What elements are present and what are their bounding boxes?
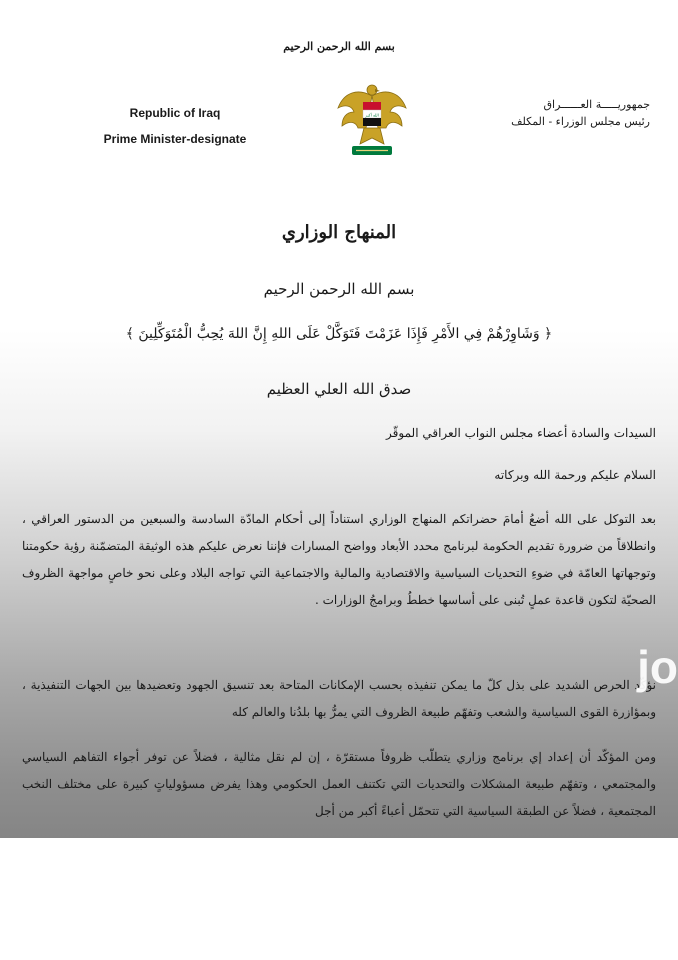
greeting: السلام عليكم ورحمة الله وبركاته bbox=[494, 468, 656, 482]
paragraph-1: بعد التوكل على الله أضعُ أمامَ حضراتكم المنهاج الوزاري استناداً إلى أحكام المادّة السادسة والسبعين من الدستور العراقي ، وانطلاقاً من ضرورة تقديم الحكومة لبرنامج محدد الأبعاد وواضح المسارات فإننا نعرض عليكم هذه الوثيقة المتضمّنة رؤية حكومتنا وتوجهاتها العامّة في ضوءِ التحديات السياسية والاقتصادية والمالية والاجتماعية التي تواجه البلاد وعلى نحو خاصٍ مواجهة الظروف الصحيّة لتكون قاعدة عملٍ تُبنى على أساسها خططُ وبرامجُ الوزارات . bbox=[22, 512, 656, 607]
office-name-ar: رئيس مجلس الوزراء - المكلف bbox=[511, 115, 650, 128]
arabic-letterhead bbox=[480, 96, 650, 130]
quran-verse: ﴿ وَشَاوِرْهُمْ فِي الأَمْرِ فَإِذَا عَزَمْتَ فَتَوَكَّلْ عَلَى اللهِ إِنَّ اللهَ يُحِبُّ الْمُتَوَكِّلِينَ ﴾ bbox=[125, 326, 553, 342]
salutation: السيدات والسادة أعضاء مجلس النواب العراقي الموقّر bbox=[386, 426, 656, 440]
country-name-en: Republic of Iraq bbox=[129, 106, 221, 120]
verse-closing: صدق الله العلي العظيم bbox=[266, 380, 412, 398]
watermark-text: jo bbox=[637, 641, 678, 693]
paragraph-2: نؤكّد الحرص الشديد على بذل كلّ ما يمكن تنفيذه بحسب الإمكانات المتاحة بعد تنسيق الجهود وتعضيدها بين الجهات التنفيذية ، وبمؤازرة القوى السياسية والشعب وتفهّم طبيعة الظروف التي يمرُّ بها بلدُنا والعالم كله bbox=[22, 678, 656, 719]
header-basmala: بسم الله الرحمن الرحيم bbox=[283, 40, 395, 53]
paragraph-3: ومن المؤكّد أن إعداد إي برنامج وزاري يتطلّب ظروفاً مستقرّة ، إن لم نقل مثالية ، فضلاً عن توفر أجواء التفاهم السياسي والمجتمعي ، وتفهّم طبيعة المشكلات والتحديات التي تكتنف العمل الحكومي وهذا يفرض مسؤولياتٍ كبيرة على مختلف النخب المجتمعية ، فضلاً عن الطبقة السياسية التي تتحمّل أعباءً أكبر من أجل bbox=[22, 750, 656, 818]
english-letterhead bbox=[95, 100, 255, 152]
office-name-en: Prime Minister-designate bbox=[103, 132, 247, 146]
emblem-takbir: الله أكبر bbox=[365, 112, 379, 118]
document-title: المنهاج الوزاري bbox=[281, 222, 397, 243]
country-name-ar: جمهوريـــــة العــــــراق bbox=[543, 98, 650, 111]
iraq-eagle-emblem-icon bbox=[336, 78, 408, 170]
basmala: بسم الله الرحمن الرحيم bbox=[263, 280, 415, 298]
